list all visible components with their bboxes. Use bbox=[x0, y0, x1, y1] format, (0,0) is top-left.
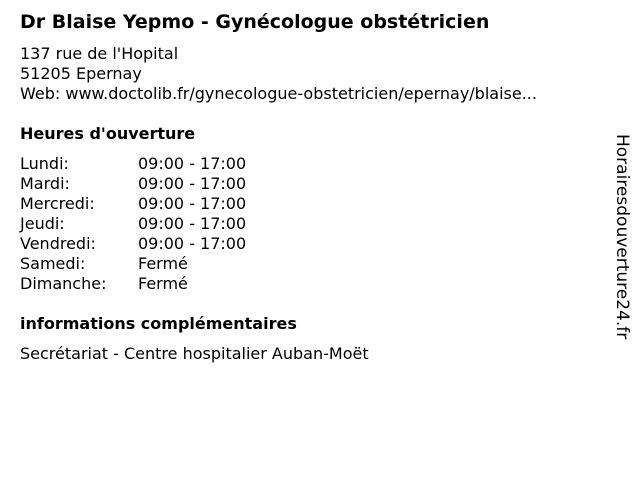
hours-time: 09:00 - 17:00 bbox=[138, 174, 247, 193]
hours-heading: Heures d'ouverture bbox=[20, 124, 196, 143]
hours-day: Dimanche: bbox=[20, 274, 107, 293]
info-text: Secrétariat - Centre hospitalier Auban-Moët bbox=[20, 344, 369, 363]
hours-day: Samedi: bbox=[20, 254, 86, 273]
address-street: 137 rue de l'Hopital bbox=[20, 44, 179, 63]
info-heading: informations complémentaires bbox=[20, 314, 297, 333]
hours-row-thursday bbox=[20, 214, 246, 234]
hours-time: 09:00 - 17:00 bbox=[138, 214, 247, 233]
hours-row-saturday bbox=[20, 254, 246, 274]
hours-time: Fermé bbox=[138, 254, 188, 273]
hours-day: Mercredi: bbox=[20, 194, 95, 213]
address-block bbox=[20, 44, 537, 104]
hours-time: 09:00 - 17:00 bbox=[138, 154, 247, 173]
hours-time: 09:00 - 17:00 bbox=[138, 234, 247, 253]
hours-day: Mardi: bbox=[20, 174, 70, 193]
address-city: 51205 Epernay bbox=[20, 64, 142, 83]
hours-time: Fermé bbox=[138, 274, 188, 293]
hours-day: Vendredi: bbox=[20, 234, 96, 253]
hours-row-monday bbox=[20, 154, 246, 174]
opening-hours-table bbox=[20, 154, 246, 294]
hours-row-tuesday bbox=[20, 174, 246, 194]
hours-row-friday bbox=[20, 234, 246, 254]
website-link[interactable]: Web: www.doctolib.fr/gynecologue-obstetricien/epernay/blaise... bbox=[20, 84, 537, 103]
hours-day: Jeudi: bbox=[20, 214, 65, 233]
site-watermark: Horairesdouverture24.fr bbox=[612, 134, 632, 340]
hours-time: 09:00 - 17:00 bbox=[138, 194, 247, 213]
hours-row-wednesday bbox=[20, 194, 246, 214]
page-title: Dr Blaise Yepmo - Gynécologue obstétricien bbox=[20, 11, 490, 33]
hours-row-sunday bbox=[20, 274, 246, 294]
hours-day: Lundi: bbox=[20, 154, 69, 173]
